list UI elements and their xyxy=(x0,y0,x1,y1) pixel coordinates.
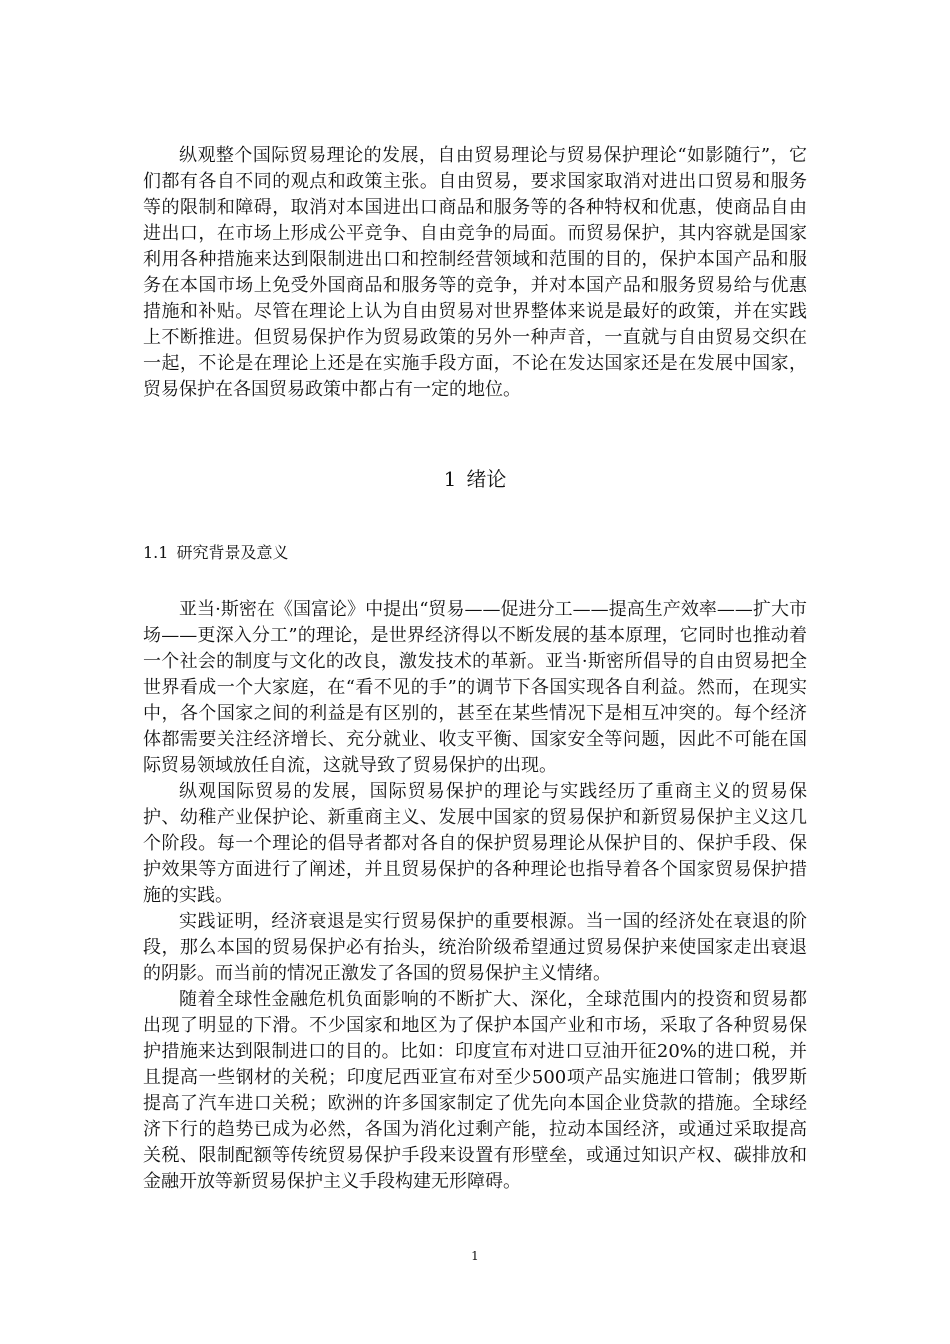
section-paragraph: 亚当·斯密在《国富论》中提出“贸易——促进分工——提高生产效率——扩大市场——更深入分工”的理论，是世界经济得以不断发展的基本原理，它同时也推动着一个社会的制度与文化的改良，激发技术的革新。亚当·斯密所倡导的自由贸易把全世界看成一个大家庭，在“看不见的手”的调节下各国实现各自利益。然而，在现实中，各个国家之间的利益是有区别的，甚至在某些情况下是相互冲突的。每个经济体都需要关注经济增长、充分就业、收支平衡、国家安全等问题，因此不可能在国际贸易领域放任自流，这就导致了贸易保护的出现。 xyxy=(143,599,807,776)
chapter-number: 1 xyxy=(443,467,457,491)
chapter-title xyxy=(0,466,950,492)
section-number: 1.1 xyxy=(143,543,169,562)
intro-text-block xyxy=(143,143,807,403)
section-heading xyxy=(143,542,288,564)
chapter-title-text: 绪论 xyxy=(466,467,507,491)
section-paragraph: 实践证明，经济衰退是实行贸易保护的重要根源。当一国的经济处在衰退的阶段，那么本国的贸易保护必有抬头，统治阶级希望通过贸易保护来使国家走出衰退的阴影。而当前的情况正激发了各国的贸易保护主义情绪。 xyxy=(143,911,807,984)
intro-paragraph: 纵观整个国际贸易理论的发展，自由贸易理论与贸易保护理论“如影随行”，它们都有各自不同的观点和政策主张。自由贸易，要求国家取消对进出口贸易和服务等的限制和障碍，取消对本国进出口商品和服务等的各种特权和优惠，使商品自由进出口，在市场上形成公平竞争、自由竞争的局面。而贸易保护，其内容就是国家利用各种措施来达到限制进出口和控制经营领域和范围的目的，保护本国产品和服务在本国市场上免受外国商品和服务等的竞争，并对本国产品和服务贸易给与优惠措施和补贴。尽管在理论上认为自由贸易对世界整体来说是最好的政策，并在实践上不断推进。但贸易保护作为贸易政策的另外一种声音，一直就与自由贸易交织在一起，不论是在理论上还是在实施手段方面，不论在发达国家还是在发展中国家，贸易保护在各国贸易政策中都占有一定的地位。 xyxy=(143,145,807,400)
section-title-text: 研究背景及意义 xyxy=(176,543,289,562)
section-text-block xyxy=(143,597,807,1195)
page-number: 1 xyxy=(471,1249,479,1263)
section-paragraph: 纵观国际贸易的发展，国际贸易保护的理论与实践经历了重商主义的贸易保护、幼稚产业保护论、新重商主义、发展中国家的贸易保护和新贸易保护主义这几个阶段。每一个理论的倡导者都对各自的保护贸易理论从保护目的、保护手段、保护效果等方面进行了阐述，并且贸易保护的各种理论也指导着各个国家贸易保护措施的实践。 xyxy=(143,781,807,906)
section-paragraph: 随着全球性金融危机负面影响的不断扩大、深化，全球范围内的投资和贸易都出现了明显的下滑。不少国家和地区为了保护本国产业和市场，采取了各种贸易保护措施来达到限制进口的目的。比如：印度宣布对进口豆油开征20%的进口税，并且提高一些钢材的关税；印度尼西亚宣布对至少500项产品实施进口管制；俄罗斯提高了汽车进口关税；欧洲的许多国家制定了优先向本国企业贷款的措施。全球经济下行的趋势已成为必然，各国为消化过剩产能，拉动本国经济，或通过采取提高关税、限制配额等传统贸易保护手段来设置有形壁垒，或通过知识产权、碳排放和金融开放等新贸易保护主义手段构建无形障碍。 xyxy=(143,989,807,1192)
